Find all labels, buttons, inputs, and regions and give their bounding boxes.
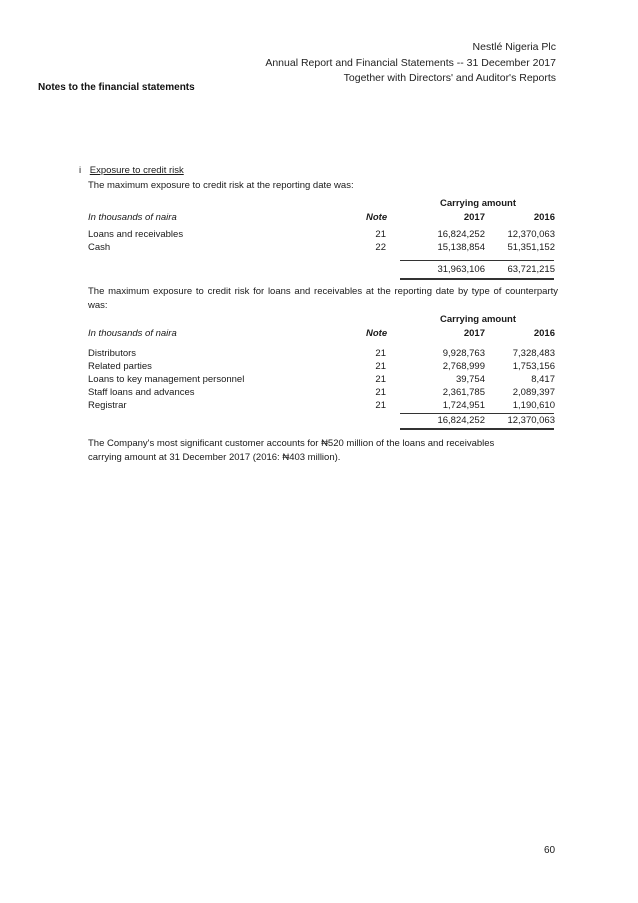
row-label: Distributors	[88, 348, 137, 359]
row-label: Loans to key management personnel	[88, 374, 245, 385]
table1-col-2017: 2017	[463, 212, 485, 223]
report-title: Annual Report and Financial Statements -- 31 December 2017	[265, 56, 556, 69]
table-row	[88, 374, 558, 387]
row-label: Cash	[88, 242, 111, 253]
table1-total-2016: 63,721,215	[507, 264, 555, 275]
row-note: 21	[375, 229, 386, 240]
paragraph-counterparty: The maximum exposure to credit risk for loans and receivables at the reporting date by type of counterparty was:	[88, 286, 558, 311]
table2-col-note: Note	[366, 328, 388, 339]
row-label: Loans and receivables	[88, 229, 184, 240]
document-header	[265, 40, 556, 87]
table1-header-row	[88, 212, 558, 225]
row-value-2016: 51,351,152	[507, 242, 555, 253]
report-subtitle: Together with Directors' and Auditor's Reports	[343, 72, 556, 84]
section-intro: The maximum exposure to credit risk at the reporting date was:	[88, 180, 354, 191]
paragraph-significant-customer: The Company's most significant customer accounts for ₦520 million of the loans and receivables carrying amount at 31 December 2017 (2016: ₦403 million).	[88, 438, 495, 463]
table1-col-2016: 2016	[533, 212, 555, 223]
row-value-2016: 12,370,063	[507, 229, 555, 240]
row-value-2017: 15,138,854	[437, 242, 485, 253]
row-note: 21	[375, 374, 386, 385]
row-value-2016: 1,190,610	[512, 400, 555, 411]
table1-subtotal-rule	[400, 260, 554, 261]
row-value-2016: 2,089,397	[512, 387, 555, 398]
table-row	[88, 242, 558, 255]
table2-total-2016: 12,370,063	[507, 415, 555, 426]
table-row	[88, 348, 558, 361]
table-row	[88, 361, 558, 374]
row-value-2017: 1,724,951	[442, 400, 485, 411]
row-label: Related parties	[88, 361, 152, 372]
row-note: 21	[375, 361, 386, 372]
table2-header-row	[88, 328, 558, 341]
row-note: 21	[375, 348, 386, 359]
company-name: Nestlé Nigeria Plc	[472, 41, 556, 53]
row-label: Staff loans and advances	[88, 387, 195, 398]
row-value-2016: 7,328,483	[512, 348, 555, 359]
row-value-2016: 1,753,156	[512, 361, 555, 372]
table2-carrying-amount-header: Carrying amount	[440, 314, 517, 325]
table2-total-row	[88, 415, 558, 428]
table2-col-2016: 2016	[533, 328, 555, 339]
notes-title: Notes to the financial statements	[38, 82, 195, 93]
table1-total-2017: 31,963,106	[437, 264, 485, 275]
table2-total-2017: 16,824,252	[437, 415, 485, 426]
table1-col-label: In thousands of naira	[88, 212, 177, 223]
row-value-2017: 39,754	[455, 374, 485, 385]
section-marker: i	[79, 165, 82, 176]
table2-col-2017: 2017	[463, 328, 485, 339]
row-note: 21	[375, 400, 386, 411]
table1-total-row	[88, 264, 558, 277]
row-note: 22	[375, 242, 386, 253]
row-value-2016: 8,417	[531, 374, 555, 385]
row-value-2017: 2,361,785	[442, 387, 485, 398]
table-row	[88, 229, 558, 242]
table1-col-note: Note	[366, 212, 388, 223]
row-note: 21	[375, 387, 386, 398]
table2-subtotal-rule	[400, 413, 554, 414]
row-value-2017: 9,928,763	[442, 348, 485, 359]
section-heading-text: Exposure to credit risk	[89, 165, 184, 176]
row-value-2017: 2,768,999	[442, 361, 485, 372]
table-row	[88, 400, 558, 413]
table2-total-rule	[400, 428, 554, 430]
page-number: 60	[544, 845, 556, 856]
table2-col-label: In thousands of naira	[88, 328, 177, 339]
row-label: Registrar	[88, 400, 127, 411]
table1-carrying-amount-header: Carrying amount	[440, 198, 517, 209]
table-row	[88, 387, 558, 400]
row-value-2017: 16,824,252	[437, 229, 485, 240]
section-heading	[79, 165, 184, 176]
table1-total-rule	[400, 278, 554, 280]
